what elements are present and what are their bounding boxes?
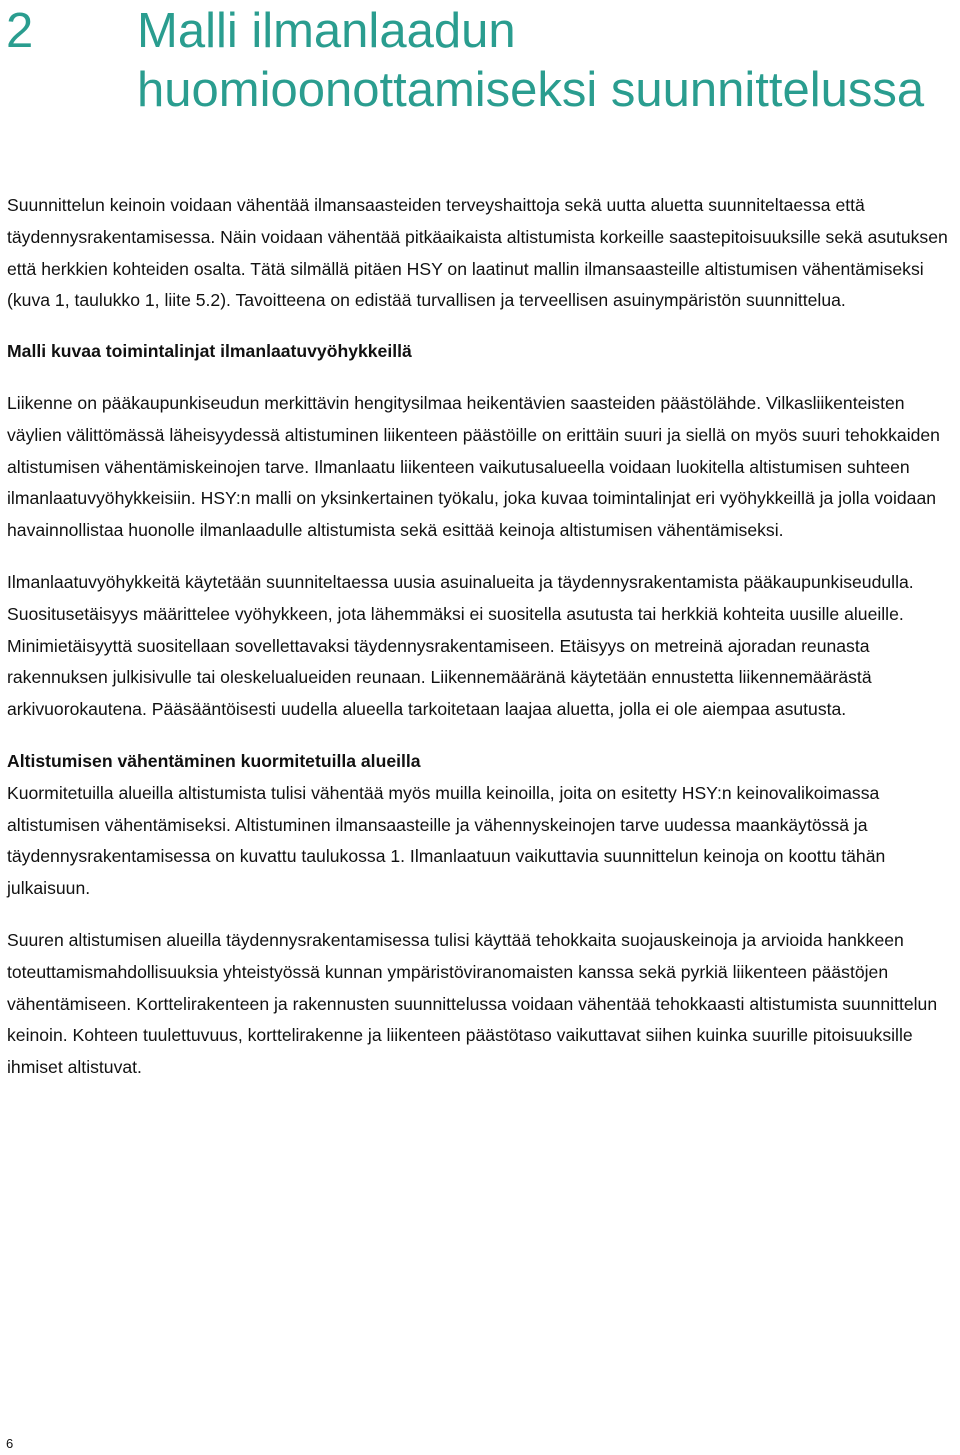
body-paragraph-loaded-areas: Kuormitetuilla alueilla altistumista tulisi vähentää myös muilla keinoilla, joita on esitetty HSY:n keinovalikoimassa altistumisen vähentämiseksi. Altistuminen ilmansaasteille ja vähennyskeinojen tarve uudessa maankäytössä ja täydennysrakentamisessa on kuvattu taulukossa 1. Ilmanlaatuun vaikuttavia suunnittelun keinoja on koottu tähän julkaisuun.: [7, 782, 886, 899]
subheading-model: Malli kuvaa toimintalinjat ilmanlaatuvyöhykkeillä: [7, 341, 412, 362]
chapter-number: 2: [6, 4, 34, 58]
body-paragraph-traffic: Liikenne on pääkaupunkiseudun merkittävin hengitysilmaa heikentävien saasteiden päästölähde. Vilkasliikenteisten väylien välittömässä läheisyydessä altistuminen liikenteen päästöille on erittäin suuri ja siellä on myös suuri tehokkaiden altistumisen vähentämiskeinojen tarve. Ilmanlaatu liikenteen vaikutusalueella voidaan luokitella altistumisen suhteen ilmanlaatuvyöhykkeisiin. HSY:n malli on yksinkertainen työkalu, joka kuvaa toimintalinjat eri vyöhykkeillä ja jolla voidaan havainnollistaa huonolle ilmanlaadulle altistumista sekä esittää keinoja altistumisen vähentämiseksi.: [7, 392, 940, 541]
intro-paragraph: Suunnittelun keinoin voidaan vähentää ilmansaasteiden terveyshaittoja sekä uutta aluetta suunniteltaessa että täydennysrakentamisessa. Näin voidaan vähentää pitkäaikaista altistumista korkeille saastepitoisuuksille sekä asutuksen että herkkien kohteiden osalta. Tätä silmällä pitäen HSY on laatinut mallin ilmansaasteille altistumisen vähentämiseksi (kuva 1, taulukko 1, liite 5.2). Tavoitteena on edistää turvallisen ja terveellisen asuinympäristön suunnittelua.: [7, 195, 948, 311]
chapter-title: Malli ilmanlaadun huomioonottamiseksi suunnittelussa: [137, 4, 925, 117]
subheading-exposure: Altistumisen vähentäminen kuormitetuilla alueilla: [7, 750, 421, 771]
body-paragraph-zones: Ilmanlaatuvyöhykkeitä käytetään suunniteltaessa uusia asuinalueita ja täydennysrakentamista pääkaupunkiseudulla. Suositusetäisyys määrittelee vyöhykkeen, jota lähemmäksi ei suositella asutusta tai herkkiä kohteita uusille alueille. Minimietäisyyttä suositellaan sovellettavaksi täydennysrakentamiseen. Etäisyys on metreinä ajoradan reunasta rakennuksen julkisivulle tai oleskelualueiden reunaan. Liikennemääränä käytetään ennustetta liikennemäärästä arkivuorokautena. Pääsääntöisesti uudella alueella tarkoitetaan laajaa aluetta, jolla ei ole aiempaa asutusta.: [7, 571, 914, 720]
body-paragraph-high-exposure: Suuren altistumisen alueilla täydennysrakentamisessa tulisi käyttää tehokkaita suojauskeinoja ja arvioida hankkeen toteuttamismahdollisuuksia yhteistyössä kunnan ympäristöviranomaisten kanssa sekä pyrkiä liikenteen päästöjen vähentämiseen. Korttelirakenteen ja rakennusten suunnittelussa voidaan vähentää tehokkaasti altistumista suunnittelun keinoin. Kohteen tuulettuvuus, korttelirakenne ja liikenteen päästötaso vaikuttavat siihen kuinka suurille pitoisuuksille ihmiset altistuvat.: [7, 929, 938, 1078]
page-number: 6: [6, 1436, 14, 1451]
document-body: [7, 190, 960, 1084]
